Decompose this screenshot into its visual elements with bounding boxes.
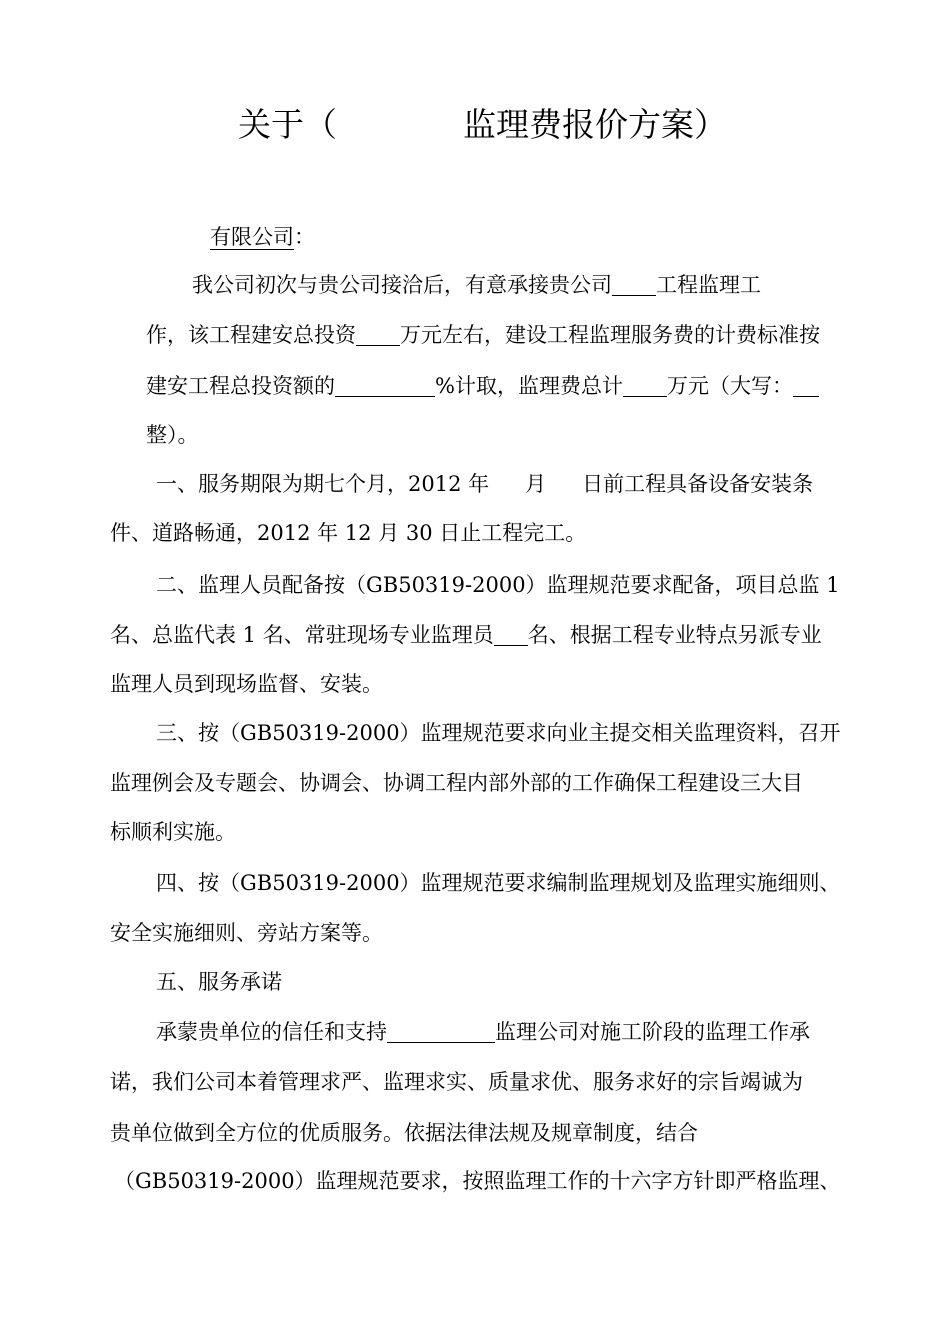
- blank-supervision-company: [387, 1020, 495, 1043]
- intro-text: 我公司初次与贵公司接洽后，有意承接贵公司: [192, 273, 612, 297]
- intro-text: 整）。: [146, 423, 199, 447]
- blank-investment-amount: [356, 323, 400, 346]
- item-2-text: 名、总监代表 1 名、常驻现场专业监理员: [110, 623, 494, 647]
- title-prefix: 关于（: [238, 105, 337, 144]
- item-4-text: 安全实施细则、旁站方案等。: [110, 921, 383, 945]
- item-1-text: 月: [525, 472, 547, 496]
- intro-line-3: [146, 371, 819, 401]
- item-5-line-2: [110, 1067, 803, 1097]
- blank-fee-rate: [335, 374, 435, 397]
- item-1-text: 件、道路畅通，2012 年 12 月 30 日止工程完工。: [110, 521, 587, 545]
- item-1-text: 日前工程具备设备安装条: [582, 472, 814, 496]
- intro-line-4: [146, 420, 199, 450]
- item-5-text: 监理公司对施工阶段的监理工作承: [495, 1020, 810, 1044]
- intro-text: 作，该工程建安总投资: [146, 323, 356, 347]
- item-2-text: 监理人员到现场监督、安装。: [110, 672, 383, 696]
- title-suffix: 监理费报价方案）: [463, 105, 727, 144]
- item-5-text: （GB50319-2000）监理规范要求，按照监理工作的十六字方针即严格监理、: [114, 1169, 841, 1193]
- item-2-text: 名、根据工程专业特点另派专业: [527, 623, 822, 647]
- item-4-text: 四、按（GB50319-2000）监理规范要求编制监理规划及监理实施细则、: [156, 871, 841, 895]
- item-3-line-1: [156, 718, 841, 748]
- recipient-company: 有限公司: [210, 225, 294, 249]
- intro-line-1: [192, 270, 761, 300]
- item-5-text: 诺，我们公司本着管理求严、监理求实、质量求优、服务求好的宗旨竭诚为: [110, 1070, 803, 1094]
- item-3-line-2: [110, 768, 803, 798]
- blank-inspector-count: [494, 623, 528, 646]
- item-5-text: 承蒙贵单位的信任和支持: [156, 1020, 387, 1044]
- blank-fee-total: [623, 374, 667, 397]
- item-3-text: 监理例会及专题会、协调会、协调工程内部外部的工作确保工程建设三大目: [110, 771, 803, 795]
- item-3-text: 标顺利实施。: [110, 820, 236, 844]
- item-3-line-3: [110, 817, 236, 847]
- item-5-text: 贵单位做到全方位的优质服务。依据法律法规及规章制度，结合: [110, 1121, 698, 1145]
- item-5-line-4: [114, 1166, 841, 1196]
- item-2-text: 二、监理人员配备按（GB50319-2000）监理规范要求配备，项目总监 1: [156, 573, 840, 597]
- intro-text: 建安工程总投资额的: [146, 374, 335, 398]
- salutation: [210, 222, 315, 252]
- blank-fee-in-words: [793, 374, 819, 397]
- item-4-line-1: [156, 868, 841, 898]
- item-1-line-2: [110, 518, 586, 548]
- salutation-colon: ：: [294, 225, 315, 249]
- item-2-line-1: [156, 570, 840, 600]
- intro-text: %计取，监理费总计: [435, 374, 623, 398]
- item-2-line-2: [110, 620, 822, 650]
- intro-line-2: [146, 320, 820, 350]
- item-3-text: 三、按（GB50319-2000）监理规范要求向业主提交相关监理资料，召开: [156, 721, 841, 745]
- item-5-line-1: [156, 1017, 810, 1047]
- intro-text: 工程监理工: [656, 273, 761, 297]
- blank-project-name: [612, 273, 656, 296]
- page-title: [0, 102, 950, 148]
- item-5-line-3: [110, 1118, 698, 1148]
- item-1-text: 一、服务期限为期七个月，2012 年: [156, 472, 490, 496]
- item-5-heading-text: 五、服务承诺: [156, 970, 282, 994]
- item-5-heading: [156, 967, 282, 997]
- item-4-line-2: [110, 918, 383, 948]
- intro-text: 万元（大写：: [666, 374, 793, 398]
- item-1-line-1: [156, 469, 813, 499]
- intro-text: 万元左右，建设工程监理服务费的计费标准按: [400, 323, 820, 347]
- item-2-line-3: [110, 669, 383, 699]
